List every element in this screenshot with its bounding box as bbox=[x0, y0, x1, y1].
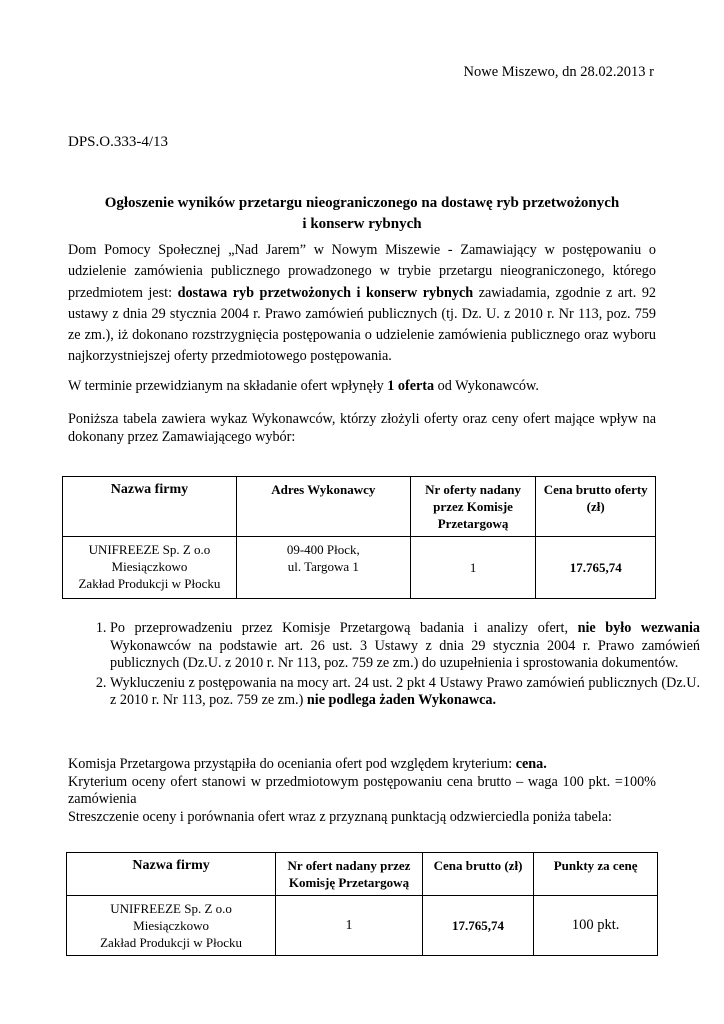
header-offer-number: Nr oferty nadany przez Komisje Przetargową bbox=[410, 477, 536, 537]
scoring-table bbox=[66, 852, 658, 956]
title-line-1: Ogłoszenie wyników przetargu nieograniczonego na dostawę ryb przetwożonych bbox=[104, 195, 620, 211]
list-item bbox=[110, 620, 700, 673]
table-row bbox=[63, 537, 656, 599]
criteria-text: Komisja Przetargowa przystąpiła do oceniania ofert pod względem kryterium: bbox=[68, 756, 516, 772]
header-offer-number: Nr ofert nadany przez Komisję Przetargową bbox=[276, 853, 423, 896]
offers-count: 1 oferta bbox=[387, 378, 435, 394]
list-item bbox=[110, 675, 700, 710]
intro-subject: dostawa ryb przetwożonych i konserw rybnych bbox=[177, 284, 474, 301]
page-title bbox=[60, 193, 664, 235]
table-header-row bbox=[63, 477, 656, 537]
firm-cell bbox=[63, 537, 237, 599]
table-row bbox=[67, 896, 658, 956]
firm-location: Miesiączkowo bbox=[133, 918, 209, 933]
price-cell: 17.765,74 bbox=[536, 537, 656, 599]
offer-number-cell: 1 bbox=[276, 896, 423, 956]
intro-text-1: Dom Pomocy Społecznej „Nad Jarem” w Nowym Miszewie - Zamawiający w postępowaniu o udzielenie zamówienia publicznego prowadzonego w trybie przetargu nieograniczonego, którego przedmiotem jest: bbox=[68, 242, 656, 301]
criteria-section bbox=[68, 756, 656, 826]
item1-text-2: Wykonawców na podstawie art. 26 ust. 3 Ustawy z dnia 29 stycznia 2004 r. Prawo zamówień publicznych (Dz.U. z 2010 r. Nr 113, poz. 759 ze zm.) do uzupełnienia i sprostowania dokumentów. bbox=[110, 637, 700, 671]
criteria-value: cena. bbox=[515, 756, 547, 772]
offers-text-2: od Wykonawców. bbox=[434, 378, 539, 394]
header-points: Punkty za cenę bbox=[534, 853, 658, 896]
firm-branch: Zakład Produkcji w Płocku bbox=[78, 576, 221, 591]
header-firm-name: Nazwa firmy bbox=[63, 477, 237, 537]
item2-text-1: Wykluczeniu z postępowania na mocy art. 24 ust. 2 pkt 4 Ustawy Prawo zamówień publicznych (Dz.U. z 2010 r. Nr 113, poz. 759 ze zm.) bbox=[110, 674, 700, 708]
place-date: Nowe Miszewo, dn 28.02.2013 r bbox=[463, 64, 654, 80]
item2-bold: nie podlega żaden Wykonawca. bbox=[306, 692, 497, 708]
header-address: Adres Wykonawcy bbox=[236, 477, 410, 537]
offers-received bbox=[68, 376, 656, 397]
header-price: Cena brutto oferty (zł) bbox=[536, 477, 656, 537]
firm-cell bbox=[67, 896, 276, 956]
offers-table bbox=[62, 476, 656, 599]
table-header-row bbox=[67, 853, 658, 896]
firm-name: UNIFREEZE Sp. Z o.o bbox=[110, 901, 232, 916]
firm-branch: Zakład Produkcji w Płocku bbox=[100, 935, 243, 950]
offer-number-cell: 1 bbox=[410, 537, 536, 599]
criteria-line-3: Streszczenie oceny i porównania ofert wraz z przyznaną punktacją odzwierciedla poniża tabela: bbox=[68, 808, 612, 825]
firm-name: UNIFREEZE Sp. Z o.o bbox=[88, 542, 211, 557]
firm-location: Miesiączkowo bbox=[111, 559, 188, 574]
header-price: Cena brutto (zł) bbox=[422, 853, 533, 896]
reference-number: DPS.O.333-4/13 bbox=[68, 134, 169, 150]
price-cell: 17.765,74 bbox=[422, 896, 533, 956]
header-firm-name: Nazwa firmy bbox=[67, 853, 276, 896]
item1-bold: nie było wezwania bbox=[577, 620, 700, 636]
criteria-line-1 bbox=[68, 756, 656, 774]
criteria-line-2: Kryterium oceny ofert stanowi w przedmiotowym postępowaniu cena brutto – waga 100 pkt. =100% zamówienia bbox=[68, 773, 656, 807]
table-intro: Poniższa tabela zawiera wykaz Wykonawców, którzy złożyli oferty oraz ceny ofert mające wpływ na dokonany przez Zamawiającego wybór: bbox=[68, 411, 656, 445]
title-line-2: i konserw rybnych bbox=[302, 216, 422, 232]
intro-paragraph bbox=[68, 240, 656, 368]
address-cell bbox=[236, 537, 410, 599]
address-city: 09-400 Płock, bbox=[286, 542, 360, 557]
intro-text-2: zawiadamia, zgodnie z art. 92 ustawy z dnia 29 stycznia 2004 r. Prawo zamówień publicznych (tj. Dz. U. z 2010 r. Nr 113, poz. 759 ze zm.), iż dokonano rozstrzygnięcia postępowania o udzielenie zamówienia publicznego oraz wyboru najkorzystniejszej oferty przedmiotowego postępowania. bbox=[68, 284, 657, 365]
points-cell: 100 pkt. bbox=[534, 896, 658, 956]
address-street: ul. Targowa 1 bbox=[287, 559, 359, 574]
item1-text-1: Po przeprowadzeniu przez Komisje Przetargową badania i analizy ofert, bbox=[110, 620, 578, 636]
findings-list bbox=[68, 620, 700, 710]
offers-text-1: W terminie przewidzianym na składanie ofert wpłynęły bbox=[68, 378, 388, 394]
